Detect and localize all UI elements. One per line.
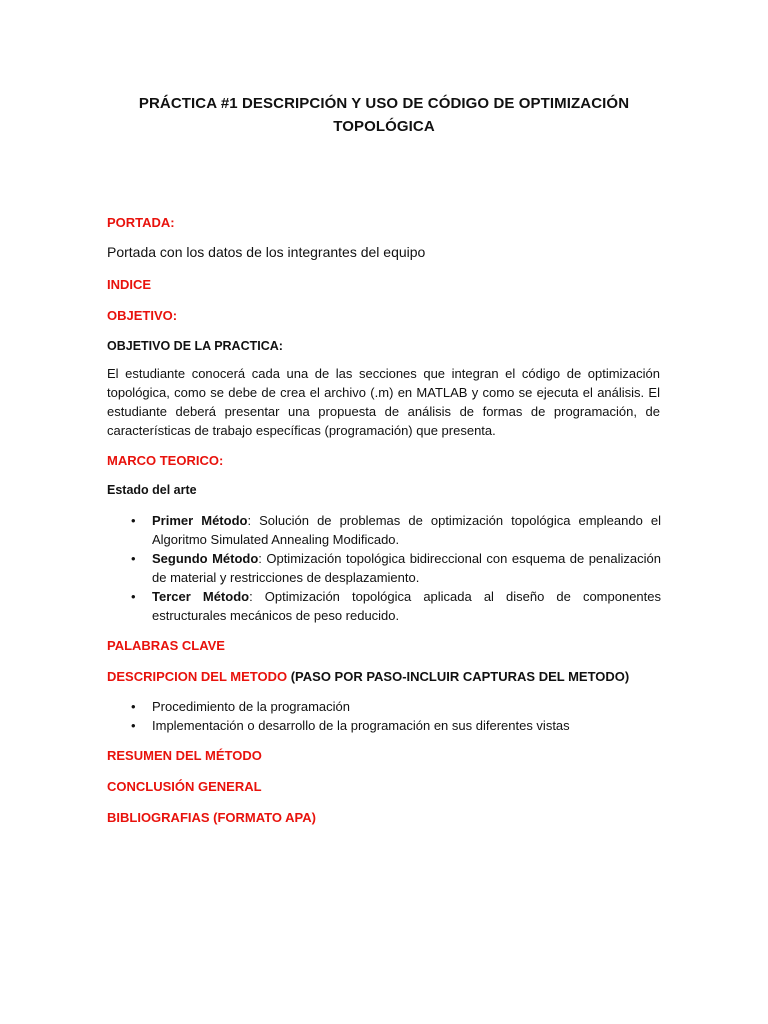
bullet-icon: • <box>131 551 136 566</box>
descripcion-heading-suffix: (PASO POR PASO-INCLUIR CAPTURAS DEL METODO) <box>287 669 630 684</box>
heading-conclusion-general: CONCLUSIÓN GENERAL <box>107 779 262 794</box>
list-item <box>107 587 661 625</box>
list-item <box>107 549 661 587</box>
heading-descripcion-del-metodo <box>107 667 661 686</box>
portada-text: Portada con los datos de los integrantes del equipo <box>107 244 426 260</box>
estado-del-arte-subheading: Estado del arte <box>107 483 197 497</box>
bullet-icon: • <box>131 589 136 604</box>
heading-objetivo: OBJETIVO: <box>107 308 178 323</box>
method-name: Primer Método <box>152 513 248 528</box>
list-item <box>107 511 661 549</box>
estado-del-arte-list <box>107 511 661 625</box>
heading-indice: INDICE <box>107 277 152 292</box>
bullet-icon: • <box>131 699 136 714</box>
descripcion-heading-red: DESCRIPCION DEL METODO <box>107 669 288 684</box>
objetivo-subheading: OBJETIVO DE LA PRACTICA: <box>107 339 283 353</box>
bullet-icon: • <box>131 718 136 733</box>
title-line-1: PRÁCTICA #1 DESCRIPCIÓN Y USO DE CÓDIGO DE OPTIMIZACIÓN <box>138 95 630 112</box>
heading-bibliografias: BIBLIOGRAFIAS (FORMATO APA) <box>107 810 316 825</box>
list-item <box>107 716 661 735</box>
heading-palabras-clave: PALABRAS CLAVE <box>107 638 225 653</box>
list-item <box>107 697 661 716</box>
method-description: : Optimización topológica bidireccional con esquema de penalización de material y restricciones de desplazamiento. <box>152 551 661 585</box>
bullet-icon: • <box>131 513 136 528</box>
title-line-2: TOPOLÓGICA <box>333 118 435 135</box>
method-name: Tercer Método <box>152 589 250 604</box>
heading-portada: PORTADA: <box>107 215 175 230</box>
objetivo-paragraph: El estudiante conocerá cada una de las secciones que integran el código de optimización topológica, como se debe de crea el archivo (.m) en MATLAB y como se ejecuta el análisis. El estudiante deberá presentar una propuesta de análisis de formas de programación, de características de trabajo específicas (programación) que presenta. <box>107 366 660 438</box>
descripcion-list <box>107 697 661 735</box>
heading-marco-teorico: MARCO TEORICO: <box>107 453 224 468</box>
document-title <box>80 92 688 138</box>
method-name: Segundo Método <box>152 551 259 566</box>
list-item-text: Procedimiento de la programación <box>152 699 350 714</box>
method-description: : Solución de problemas de optimización topológica empleando el Algoritmo Simulated Annealing Modificado. <box>152 513 661 547</box>
method-description: : Optimización topológica aplicada al diseño de componentes estructurales mecánicos de peso reducido. <box>152 589 661 623</box>
list-item-text: Implementación o desarrollo de la programación en sus diferentes vistas <box>152 718 570 733</box>
heading-resumen-del-metodo: RESUMEN DEL MÉTODO <box>107 748 262 763</box>
